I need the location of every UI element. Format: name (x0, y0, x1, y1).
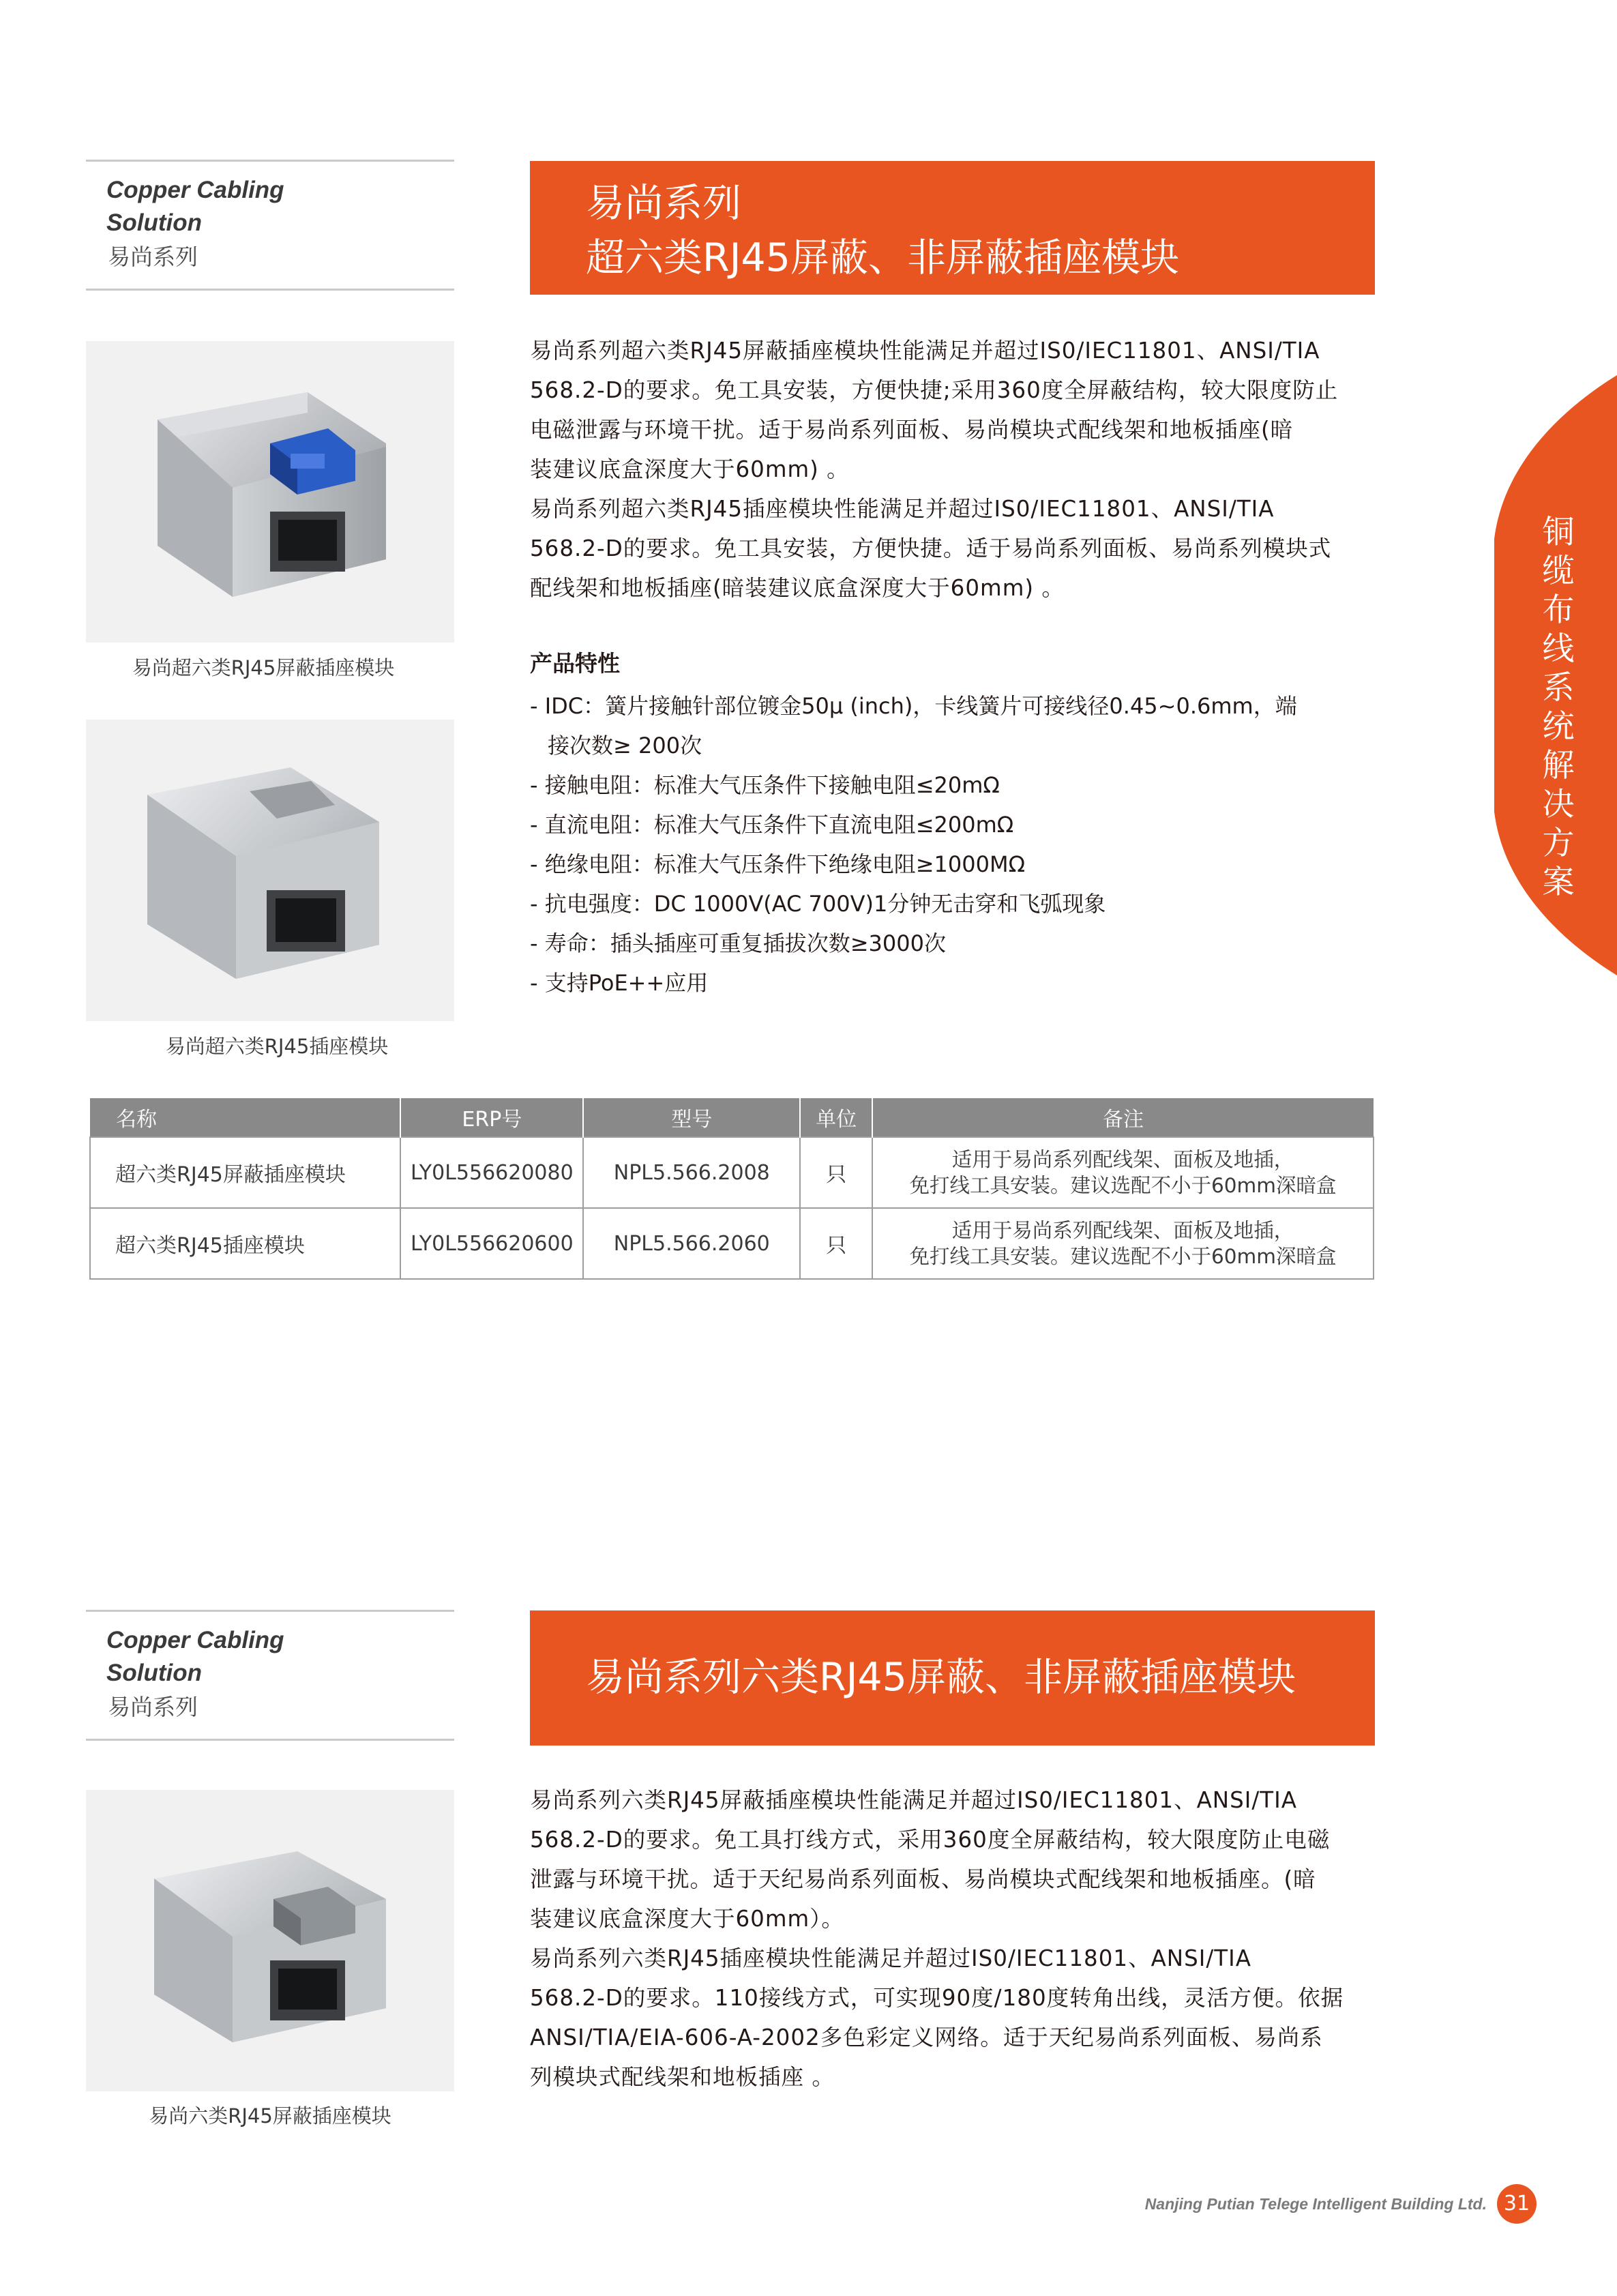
features-title: 产品特性 (530, 650, 620, 677)
sidebar-block-1 (86, 160, 454, 291)
cell-remark (872, 1208, 1374, 1279)
product-photo-shielded-cat6 (86, 1790, 454, 2091)
jack-module-shielded-gray-icon (86, 1790, 454, 2091)
sidebar-en-line2: Solution (106, 209, 202, 236)
product-photo-unshielded-cat6a (86, 720, 454, 1021)
section-title-line1: 易尚系列 (586, 181, 741, 226)
remark-line: 免打线工具安装。建议选配不小于60mm深暗盒 (909, 1245, 1337, 1268)
section2-description (530, 1780, 1377, 2097)
table-row (90, 1137, 1374, 1208)
feature-item: 接次数≥ 200次 (548, 733, 702, 759)
sidebar-cn: 易尚系列 (108, 1694, 198, 1720)
chapter-side-tab-label: 铜缆布线系统解决方案 (1542, 514, 1575, 901)
text-line: 装建议底盒深度大于60mm) 。 (530, 456, 850, 482)
cell-name: 超六类RJ45屏蔽插座模块 (90, 1137, 400, 1208)
footer-company: Nanjing Putian Telege Intelligent Building Ltd. (1144, 2195, 1487, 2213)
remark-line: 适用于易尚系列配线架、面板及地插， (951, 1148, 1294, 1171)
section1-description (530, 331, 1377, 608)
feature-item: - 支持PoE++应用 (530, 970, 709, 996)
feature-item: - 寿命：插头插座可重复插拔次数≥3000次 (530, 930, 946, 956)
photo-caption-shielded-cat6: 易尚六类RJ45屏蔽插座模块 (149, 2104, 391, 2128)
cell-remark (872, 1137, 1374, 1208)
feature-item: - 接触电阻：标准大气压条件下接触电阻≤20mΩ (530, 772, 1000, 798)
cell-unit: 只 (800, 1208, 872, 1279)
text-line: 568.2-D的要求。免工具打线方式，采用360度全屏蔽结构，较大限度防止电磁 (530, 1827, 1331, 1853)
cell-model: NPL5.566.2060 (583, 1208, 800, 1279)
page-number: 31 (1497, 2184, 1537, 2224)
cell-name: 超六类RJ45插座模块 (90, 1208, 400, 1279)
text-line: 配线架和地板插座(暗装建议底盒深度大于60mm) 。 (530, 575, 1065, 601)
remark-line: 免打线工具安装。建议选配不小于60mm深暗盒 (909, 1174, 1337, 1197)
sidebar-block-2 (86, 1610, 454, 1741)
text-line: 易尚系列六类RJ45屏蔽插座模块性能满足并超过IS0/IEC11801、ANSI/TIA (530, 1787, 1297, 1813)
sidebar-en-line2: Solution (106, 1660, 202, 1686)
cell-erp: LY0L556620080 (400, 1137, 583, 1208)
spec-table (89, 1098, 1374, 1280)
text-line: 列模块式配线架和地板插座 。 (530, 2064, 835, 2090)
sidebar-en-line1: Copper Cabling (106, 1627, 284, 1653)
section-title-line2: 超六类RJ45屏蔽、非屏蔽插座模块 (586, 235, 1179, 280)
divider (86, 289, 454, 291)
text-line: 装建议底盒深度大于60mm）。 (530, 1906, 844, 1932)
product-photo-shielded-cat6a (86, 341, 454, 643)
table-header-row (90, 1098, 1374, 1137)
text-line: 568.2-D的要求。110接线方式，可实现90度/180度转角出线，灵活方便。依据 (530, 1985, 1344, 2011)
jack-module-silver-icon (86, 720, 454, 1021)
column-header-unit: 单位 (800, 1098, 872, 1137)
text-line: 电磁泄露与环境干扰。适于易尚系列面板、易尚模块式配线架和地板插座(暗 (530, 417, 1294, 443)
feature-item: - 抗电强度：DC 1000V(AC 700V)1分钟无击穿和飞弧现象 (530, 891, 1106, 917)
feature-item: - 绝缘电阻：标准大气压条件下绝缘电阻≥1000MΩ (530, 851, 1026, 877)
sidebar-cn: 易尚系列 (108, 244, 198, 270)
text-line: 易尚系列超六类RJ45插座模块性能满足并超过IS0/IEC11801、ANSI/TIA (530, 496, 1275, 522)
sidebar-en-line1: Copper Cabling (106, 177, 284, 203)
section-title-bar-1 (530, 161, 1375, 295)
photo-caption-unshielded-cat6a: 易尚超六类RJ45插座模块 (165, 1035, 389, 1058)
photo-caption-shielded-cat6a: 易尚超六类RJ45屏蔽插座模块 (132, 656, 395, 679)
column-header-remark: 备注 (872, 1098, 1374, 1137)
column-header-model: 型号 (583, 1098, 800, 1137)
text-line: 568.2-D的要求。免工具安装，方便快捷。适于易尚系列面板、易尚系列模块式 (530, 535, 1332, 561)
remark-line: 适用于易尚系列配线架、面板及地插， (951, 1219, 1294, 1242)
text-line: 易尚系列六类RJ45插座模块性能满足并超过IS0/IEC11801、ANSI/TIA (530, 1945, 1251, 1971)
text-line: 泄露与环境干扰。适于天纪易尚系列面板、易尚模块式配线架和地板插座。(暗 (530, 1866, 1316, 1892)
text-line: 568.2-D的要求。免工具安装，方便快捷;采用360度全屏蔽结构，较大限度防止 (530, 377, 1339, 403)
text-line: 易尚系列超六类RJ45屏蔽插座模块性能满足并超过IS0/IEC11801、ANSI/TIA (530, 338, 1320, 364)
features-list (530, 686, 1377, 1003)
cell-erp: LY0L556620600 (400, 1208, 583, 1279)
feature-item: - IDC：簧片接触针部位镀金50μ (inch)，卡线簧片可接线径0.45~0.6mm，端 (530, 693, 1297, 719)
divider (86, 1739, 454, 1741)
table-row (90, 1208, 1374, 1279)
section-title: 易尚系列六类RJ45屏蔽、非屏蔽插座模块 (586, 1655, 1296, 1700)
feature-item: - 直流电阻：标准大气压条件下直流电阻≤200mΩ (530, 812, 1014, 838)
text-line: ANSI/TIA/EIA-606-A-2002多色彩定义网络。适于天纪易尚系列面板、易尚系 (530, 2025, 1323, 2050)
cell-unit: 只 (800, 1137, 872, 1208)
cell-model: NPL5.566.2008 (583, 1137, 800, 1208)
column-header-erp: ERP号 (400, 1098, 583, 1137)
column-header-name: 名称 (90, 1098, 400, 1137)
jack-module-shielded-blue-icon (86, 341, 454, 643)
section-title-bar-2 (530, 1610, 1375, 1746)
